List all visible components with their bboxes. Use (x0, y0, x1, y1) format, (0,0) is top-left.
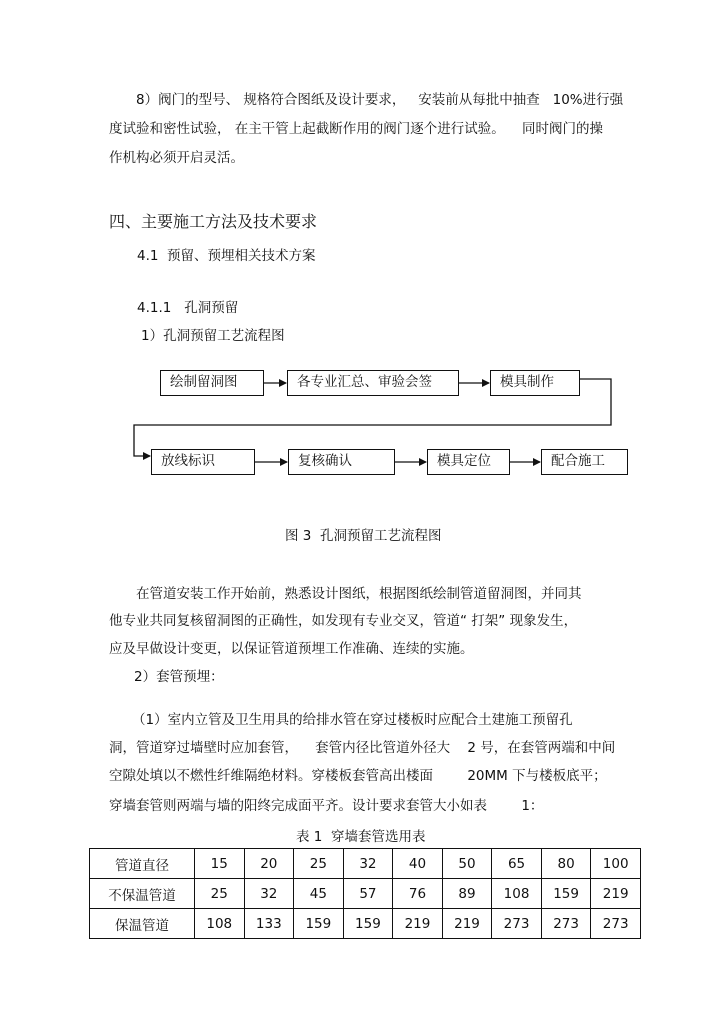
item-2-title: 2）套管预埋： (134, 669, 224, 685)
flow-step-review-signoff: 各专业汇总、审验会签 (287, 370, 459, 396)
table-cell: 108 (492, 879, 542, 909)
table-cell: 159 (343, 909, 393, 939)
flow-step-mold-positioning: 模具定位 (427, 449, 510, 475)
table-caption: 表 1 穿墙套管选用表 (296, 829, 426, 845)
table-cell: 108 (195, 909, 245, 939)
row-header: 不保温管道 (90, 879, 195, 909)
sleeve-selection-table (89, 848, 641, 939)
table-row-pipe-diameter (90, 849, 641, 879)
para8-line-2: 度试验和密性试验， 在主干管上起截断作用的阀门逐个进行试验。 同时阀门的操 (109, 121, 603, 137)
table-row-insulated (90, 909, 641, 939)
para-sleeve-line-4: 穿墙套管则两端与墙的阳终完成面平齐。设计要求套管大小如表 1： (109, 798, 544, 814)
flow-step-recheck-confirm: 复核确认 (288, 449, 395, 475)
para8-line-3: 作机构必须开启灵活。 (109, 150, 244, 166)
para-sleeve-line-2: 洞，管道穿过墙壁时应加套管， 套管内径比管道外径大 2 号，在套管两端和中间 (109, 740, 616, 756)
table-cell: 50 (442, 849, 492, 879)
figure-caption: 图 3 孔洞预留工艺流程图 (285, 528, 442, 544)
para-sleeve-line-1: （1）室内立管及卫生用具的给排水管在穿过楼板时应配合土建施工预留孔 (132, 712, 573, 728)
para-main-line-3: 应及早做设计变更，以保证管道预埋工作准确、连续的实施。 (109, 641, 474, 657)
table-cell: 20 (244, 849, 294, 879)
table-cell: 25 (195, 879, 245, 909)
table-cell: 15 (195, 849, 245, 879)
flow-step-mold-making: 模具制作 (490, 370, 580, 396)
table-row-uninsulated (90, 879, 641, 909)
subsection-4-1-1: 4.1.1 孔洞预留 (137, 300, 239, 316)
subsection-4-1: 4.1 预留、预埋相关技术方案 (137, 248, 316, 264)
table-cell: 32 (343, 849, 393, 879)
flow-step-coordinate-construction: 配合施工 (541, 449, 628, 475)
table-cell: 273 (591, 909, 641, 939)
para-main-line-1: 在管道安装工作开始前，熟悉设计图纸，根据图纸绘制管道留洞图，并同其 (136, 586, 582, 602)
flow-step-layout-marking: 放线标识 (151, 449, 255, 475)
table-cell: 219 (393, 909, 443, 939)
table-cell: 159 (541, 879, 591, 909)
table-cell: 25 (294, 849, 344, 879)
table-cell: 32 (244, 879, 294, 909)
row-header: 保温管道 (90, 909, 195, 939)
table-cell: 89 (442, 879, 492, 909)
table-cell: 57 (343, 879, 393, 909)
section-heading: 四、主要施工方法及技术要求 (109, 212, 318, 231)
row-header: 管道直径 (90, 849, 195, 879)
flow-step-draw-hole-plan: 绘制留洞图 (160, 370, 264, 396)
table-cell: 219 (442, 909, 492, 939)
table-cell: 40 (393, 849, 443, 879)
table-cell: 80 (541, 849, 591, 879)
table-cell: 219 (591, 879, 641, 909)
table-cell: 100 (591, 849, 641, 879)
para8-line-1: 8）阀门的型号、 规格符合图纸及设计要求， 安装前从每批中抽查 10%进行强 (136, 92, 624, 108)
table-cell: 45 (294, 879, 344, 909)
para-main-line-2: 他专业共同复核留洞图的正确性，如发现有专业交叉，管道“ 打架” 现象发生， (109, 613, 578, 629)
table-cell: 159 (294, 909, 344, 939)
table-cell: 133 (244, 909, 294, 939)
table-cell: 76 (393, 879, 443, 909)
item-1-title: 1）孔洞预留工艺流程图 (141, 328, 285, 344)
table-cell: 65 (492, 849, 542, 879)
para-sleeve-line-3: 空隙处填以不燃性纤维隔绝材料。穿楼板套管高出楼面 20MM 下与楼板底平； (109, 768, 607, 784)
table-cell: 273 (492, 909, 542, 939)
table-cell: 273 (541, 909, 591, 939)
